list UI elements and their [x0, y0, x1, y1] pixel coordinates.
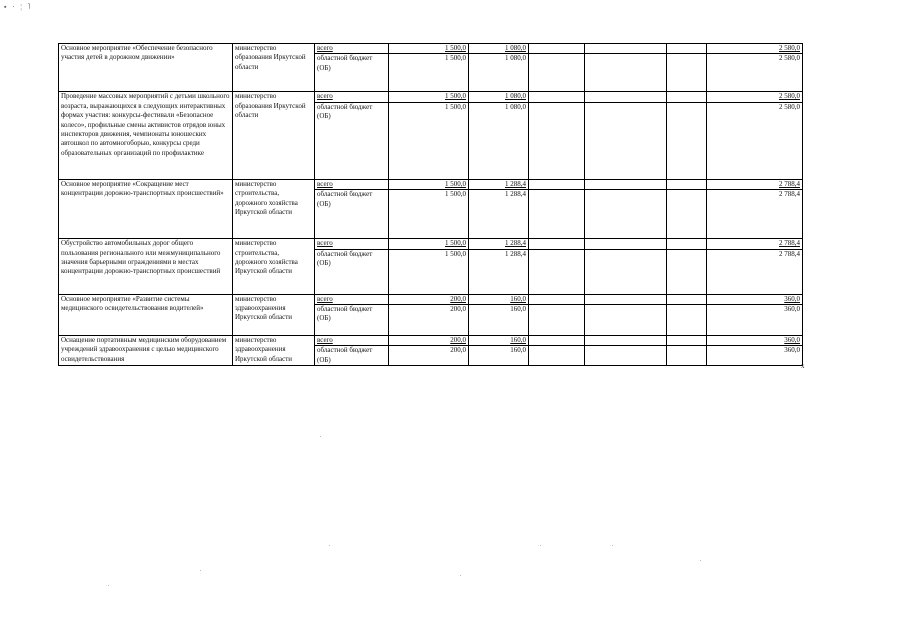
table-row [59, 179, 803, 189]
empty-cell [529, 190, 585, 239]
total-cell: 2 580,0 [707, 92, 803, 102]
scan-corner-marks: ▪ · ¦ ˥ [4, 3, 33, 11]
table-row [59, 294, 803, 304]
empty-cell [667, 239, 707, 249]
empty-cell [529, 44, 585, 54]
funding-source-cell: всего [315, 92, 389, 102]
value-cell: 1 500,0 [389, 249, 469, 294]
value-cell: 1 080,0 [469, 44, 529, 54]
empty-cell [667, 179, 707, 189]
value-cell: 200,0 [389, 305, 469, 336]
empty-cell [585, 102, 667, 179]
value-cell: 200,0 [389, 346, 469, 366]
executor-cell: министерство строительства, дорожного хозяйства Иркутской области [233, 239, 315, 294]
empty-cell [529, 305, 585, 336]
table-body [59, 44, 803, 366]
total-cell: 2 788,4 [707, 239, 803, 249]
total-cell: 2 580,0 [707, 102, 803, 179]
empty-cell [585, 336, 667, 346]
table-row [59, 239, 803, 249]
empty-cell [585, 190, 667, 239]
empty-cell [529, 54, 585, 92]
activity-name-cell: Основное мероприятие «Сокращение мест концентрации дорожно-транспортных происшествий» [59, 179, 233, 238]
budget-table [58, 43, 803, 366]
executor-cell: министерство здравоохранения Иркутской области [233, 336, 315, 366]
funding-source-cell: всего [315, 239, 389, 249]
value-cell: 200,0 [389, 294, 469, 304]
empty-cell [667, 54, 707, 92]
scan-speck [460, 575, 461, 576]
empty-cell [585, 294, 667, 304]
total-cell: 360,0 [707, 305, 803, 336]
total-cell: 2 788,4 [707, 190, 803, 239]
table-row [59, 92, 803, 102]
funding-source-cell: областной бюджет (ОБ) [315, 305, 389, 336]
scan-tail-mark: x [801, 362, 805, 370]
executor-cell: министерство здравоохранения Иркутской области [233, 294, 315, 335]
value-cell: 1 500,0 [389, 54, 469, 92]
funding-source-cell: всего [315, 294, 389, 304]
activity-name-cell: Основное мероприятие «Развитие системы медицинского освидетельствования водителей» [59, 294, 233, 335]
empty-cell [585, 239, 667, 249]
empty-cell [529, 92, 585, 102]
scan-speck [108, 585, 109, 586]
value-cell: 1 500,0 [389, 92, 469, 102]
value-cell: 200,0 [389, 336, 469, 346]
value-cell: 1 080,0 [469, 102, 529, 179]
scan-speck [320, 436, 321, 437]
value-cell: 1 288,4 [469, 239, 529, 249]
value-cell: 1 288,4 [469, 249, 529, 294]
empty-cell [529, 294, 585, 304]
empty-cell [529, 239, 585, 249]
empty-cell [667, 92, 707, 102]
total-cell: 2 580,0 [707, 44, 803, 54]
total-cell: 360,0 [707, 294, 803, 304]
empty-cell [585, 92, 667, 102]
table-row [59, 44, 803, 54]
executor-cell: министерство образования Иркутской области [233, 44, 315, 92]
activity-name-cell: Основное мероприятие «Обеспечение безопасного участия детей в дорожном движении» [59, 44, 233, 92]
empty-cell [585, 305, 667, 336]
scan-speck [540, 545, 541, 546]
empty-cell [667, 305, 707, 336]
total-cell: 2 580,0 [707, 54, 803, 92]
empty-cell [667, 102, 707, 179]
empty-cell [585, 249, 667, 294]
value-cell: 1 500,0 [389, 44, 469, 54]
funding-source-cell: областной бюджет (ОБ) [315, 54, 389, 92]
value-cell: 160,0 [469, 305, 529, 336]
funding-source-cell: всего [315, 179, 389, 189]
empty-cell [667, 294, 707, 304]
value-cell: 160,0 [469, 336, 529, 346]
value-cell: 1 288,4 [469, 190, 529, 239]
funding-source-cell: областной бюджет (ОБ) [315, 249, 389, 294]
empty-cell [529, 179, 585, 189]
executor-cell: министерство строительства, дорожного хозяйства Иркутской области [233, 179, 315, 238]
empty-cell [585, 54, 667, 92]
value-cell: 1 080,0 [469, 54, 529, 92]
empty-cell [529, 336, 585, 346]
funding-source-cell: областной бюджет (ОБ) [315, 102, 389, 179]
value-cell: 1 500,0 [389, 190, 469, 239]
value-cell: 1 500,0 [389, 179, 469, 189]
empty-cell [585, 44, 667, 54]
empty-cell [667, 346, 707, 366]
empty-cell [667, 249, 707, 294]
empty-cell [667, 190, 707, 239]
scan-speck [329, 545, 330, 546]
scan-speck [700, 560, 701, 561]
value-cell: 1 500,0 [389, 239, 469, 249]
funding-source-cell: всего [315, 44, 389, 54]
value-cell: 1 500,0 [389, 102, 469, 179]
total-cell: 360,0 [707, 346, 803, 366]
empty-cell [585, 179, 667, 189]
empty-cell [529, 102, 585, 179]
value-cell: 160,0 [469, 294, 529, 304]
empty-cell [667, 44, 707, 54]
funding-source-cell: всего [315, 336, 389, 346]
total-cell: 2 788,4 [707, 179, 803, 189]
empty-cell [585, 346, 667, 366]
activity-name-cell: Обустройство автомобильных дорог общего пользования регионального или межмуниципального значения барьерными ограждениями в местах концентрации дорожно-транспортных происшествий [59, 239, 233, 294]
value-cell: 1 288,4 [469, 179, 529, 189]
value-cell: 1 080,0 [469, 92, 529, 102]
funding-source-cell: областной бюджет (ОБ) [315, 190, 389, 239]
total-cell: 2 788,4 [707, 249, 803, 294]
table-row [59, 336, 803, 346]
empty-cell [529, 346, 585, 366]
executor-cell: министерство образования Иркутской области [233, 92, 315, 179]
activity-name-cell: Оснащение портативным медицинским оборудованием учреждений здравоохранения с целью медицинского освидетельствования [59, 336, 233, 366]
scan-speck [612, 545, 613, 546]
activity-name-cell: Проведение массовых мероприятий с детьми школьного возраста, выражающихся в следующих интерактивных формах участия: конкурсы-фестивали «Безопасное колесо», профильные смены активистов отрядов юных инспекторов движения, чемпионаты юношеских автошкол по автомногоборью, конкурсы среди образовательных организаций по профилактике [59, 92, 233, 179]
total-cell: 360,0 [707, 336, 803, 346]
value-cell: 160,0 [469, 346, 529, 366]
empty-cell [667, 336, 707, 346]
scan-speck [200, 570, 201, 571]
funding-source-cell: областной бюджет (ОБ) [315, 346, 389, 366]
empty-cell [529, 249, 585, 294]
